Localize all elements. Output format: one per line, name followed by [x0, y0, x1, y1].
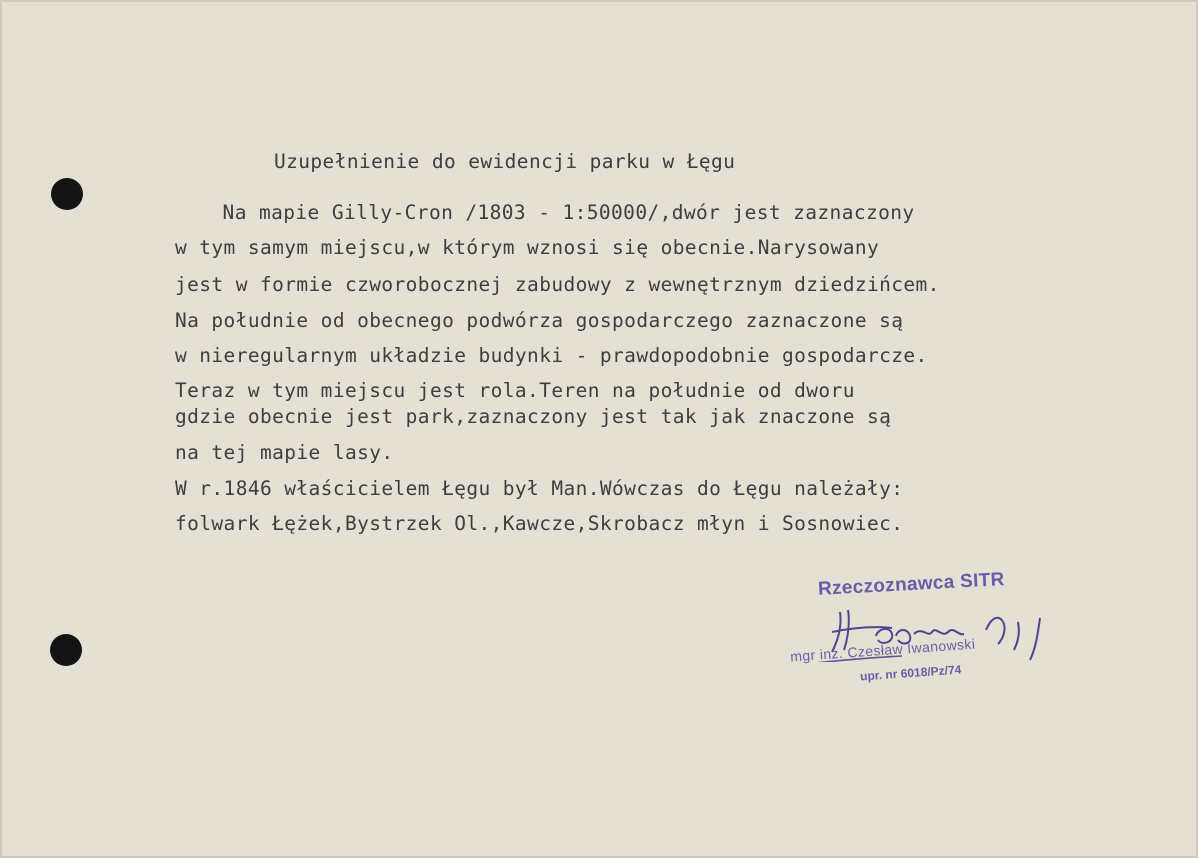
text-line: na tej mapie lasy.	[175, 441, 394, 464]
expert-stamp	[782, 570, 1042, 690]
document-title: Uzupełnienie do ewidencji parku w Łęgu	[274, 150, 736, 173]
punch-hole-bottom	[50, 634, 82, 666]
punch-hole-top	[51, 178, 83, 210]
text-line: W r.1846 właścicielem Łęgu był Man.Wówczas do Łęgu należały:	[175, 477, 904, 500]
text-line: Na południe od obecnego podwórza gospodarczego zaznaczone są	[175, 309, 904, 332]
text-line: Na mapie Gilly-Cron /1803 - 1:50000/,dwór jest zaznaczony	[174, 201, 915, 224]
text-line: w nieregularnym układzie budynki - prawdopodobnie gospodarcze.	[175, 344, 928, 367]
text-line: w tym samym miejscu,w którym wznosi się obecnie.Narysowany	[175, 236, 880, 259]
stamp-title: Rzeczoznawca SITR	[817, 569, 1006, 600]
stamp-name: mgr inż. Czesław Iwanowski	[789, 635, 976, 665]
text-line: jest w formie czworobocznej zabudowy z wewnętrznym dziedzińcem.	[175, 273, 940, 296]
text-line: gdzie obecnie jest park,zaznaczony jest tak jak znaczone są	[175, 405, 892, 428]
stamp-license-number: upr. nr 6018/Pz/74	[859, 662, 962, 684]
text-line: folwark Łężek,Bystrzek Ol.,Kawcze,Skrobacz młyn i Sosnowiec.	[175, 512, 904, 535]
text-line: Teraz w tym miejscu jest rola.Teren na południe od dworu	[175, 379, 855, 402]
